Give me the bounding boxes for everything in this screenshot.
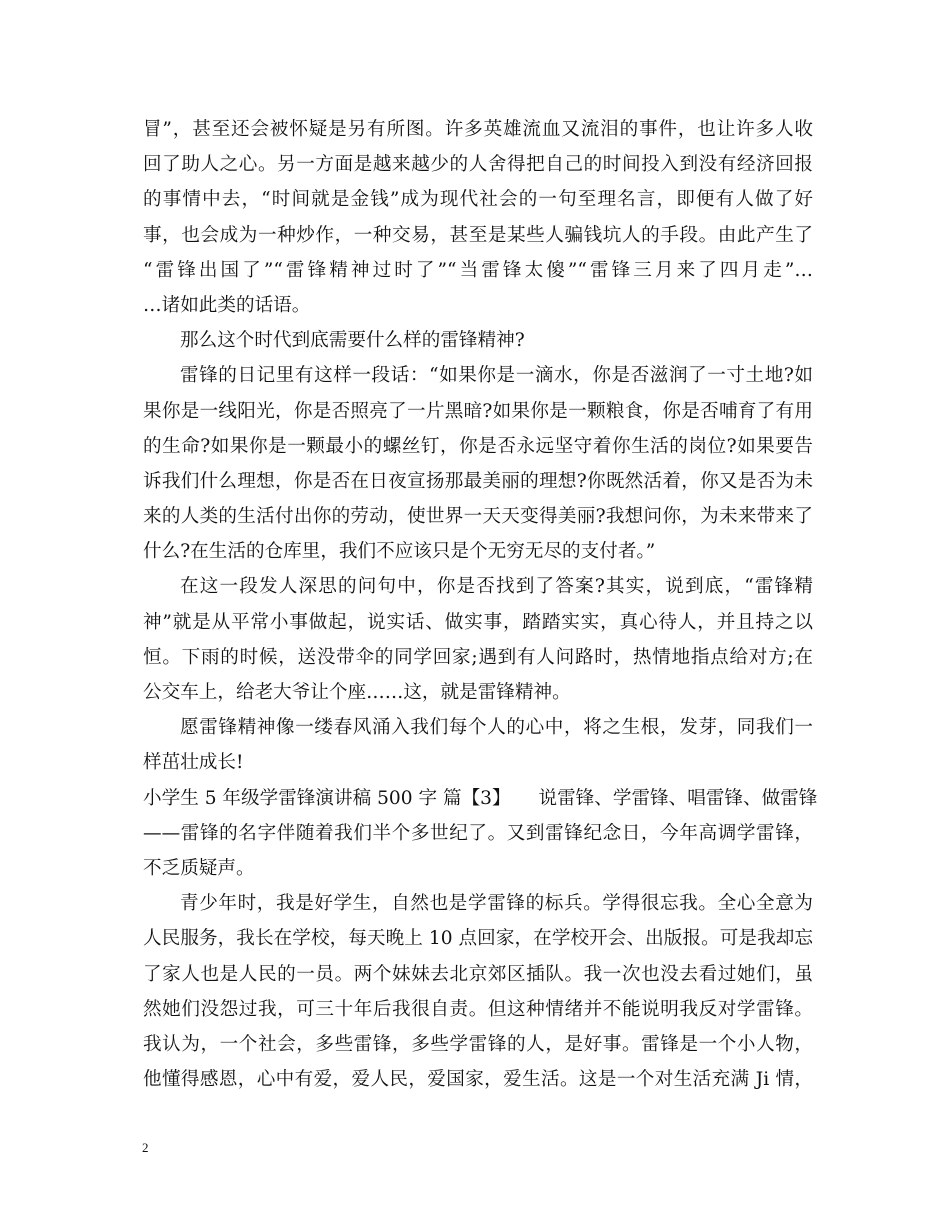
- text-line: “雷锋出国了”“雷锋精神过时了”“当雷锋太傻”“雷锋三月来了四月走”…: [143, 259, 813, 281]
- text-line: 我认为，一个社会，多些雷锋，多些学雷锋的人，是好事。雷锋是一个小人物，: [143, 1033, 813, 1055]
- text-line: 公交车上，给老大爷让个座……这，就是雷锋精神。: [143, 682, 571, 703]
- text-line: 的事情中去，“时间就是金钱”成为现代社会的一句至理名言，即便有人做了好: [143, 189, 813, 211]
- text-line: 恒。下雨的时候，送没带伞的同学回家;遇到有人问路时，热情地指点给对方;在: [143, 646, 813, 668]
- page-number: 2: [142, 1140, 149, 1155]
- text-line: 他懂得感恩，心中有爱，爱人民，爱国家，爱生活。这是一个对生活充满 Ji 情，: [143, 1069, 813, 1091]
- text-line: 诉我们什么理想，你是否在日夜宣扬那最美丽的理想?你既然活着，你又是否为未: [143, 470, 813, 492]
- text-line: 然她们没怨过我，可三十年后我很自责。但这种情绪并不能说明我反对学雷锋。: [143, 998, 813, 1020]
- text-line: 来的人类的生活付出你的劳动，使世界一天天变得美丽?我想问你，为未来带来了: [143, 506, 813, 528]
- body-text: [143, 112, 818, 1097]
- text-line: 果你是一线阳光，你是否照亮了一片黑暗?如果你是一颗粮食，你是否哺育了有用: [143, 400, 813, 422]
- text-line: 人民服务，我长在学校，每天晚上 10 点回家，在学校开会、出版报。可是我却忘: [143, 928, 813, 950]
- text-line: 小学生 5 年级学雷锋演讲稿 500 字 篇【3】 说雷锋、学雷锋、唱雷锋、做雷锋: [143, 787, 818, 809]
- text-line: ——雷锋的名字伴随着我们半个多世纪了。又到雷锋纪念日，今年高调学雷锋，: [143, 822, 813, 844]
- text-line: 的生命?如果你是一颗最小的螺丝钉，你是否永远坚守着你生活的岗位?如果要告: [143, 435, 813, 457]
- text-line: 冒”，甚至还会被怀疑是另有所图。许多英雄流血又流泪的事件，也让许多人收: [143, 119, 813, 140]
- text-line: 愿雷锋精神像一缕春风涌入我们每个人的心中，将之生根，发芽，同我们一: [180, 717, 813, 739]
- text-line: 回了助人之心。另一方面是越来越少的人舍得把自己的时间投入到没有经济回报: [143, 154, 813, 176]
- text-line: 了家人也是人民的一员。两个妹妹去北京郊区插队。我一次也没去看过她们，虽: [143, 963, 813, 985]
- text-line: 青少年时，我是好学生，自然也是学雷锋的标兵。学得很忘我。全心全意为: [180, 893, 813, 915]
- text-line: 神”就是从平常小事做起，说实话、做实事，踏踏实实，真心待人，并且持之以: [143, 611, 813, 633]
- text-line: 事，也会成为一种炒作，一种交易，甚至是某些人骗钱坑人的手段。由此产生了: [143, 224, 813, 246]
- text-line: 样茁壮成长!: [143, 752, 244, 774]
- text-line: 雷锋的日记里有这样一段话：“如果你是一滴水，你是否滋润了一寸土地?如: [180, 365, 813, 387]
- text-line: 什么?在生活的仓库里，我们不应该只是个无穷无尽的支付者。”: [143, 541, 656, 563]
- text-line: …诸如此类的话语。: [143, 294, 311, 316]
- text-line: 不乏质疑声。: [143, 857, 255, 879]
- text-line: 在这一段发人深思的问句中，你是否找到了答案?其实，说到底，“雷锋精: [180, 576, 813, 598]
- text-line: 那么这个时代到底需要什么样的雷锋精神?: [180, 330, 525, 352]
